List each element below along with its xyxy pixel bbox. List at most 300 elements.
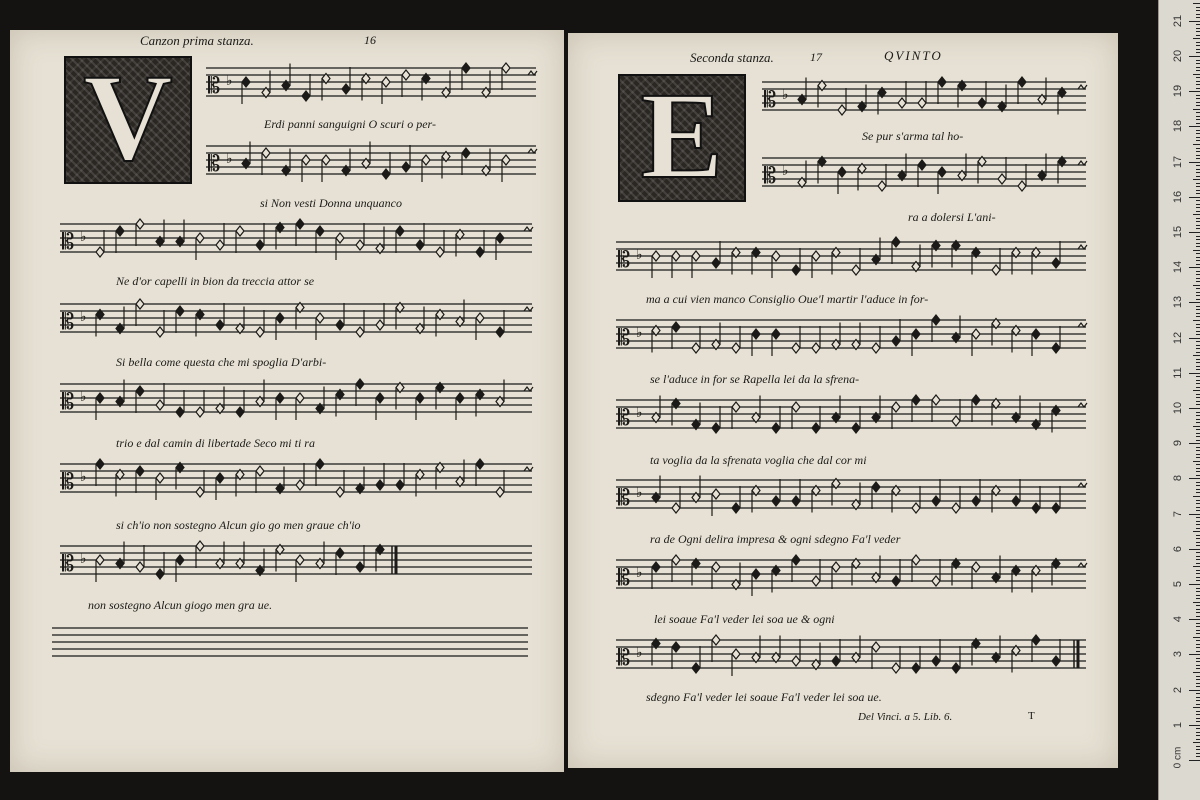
ruler-tick xyxy=(1196,225,1200,226)
ruler-tick xyxy=(1189,584,1200,585)
measuring-ruler xyxy=(1158,0,1200,800)
note-head xyxy=(772,251,780,261)
ruler-tick xyxy=(1189,232,1200,233)
music-staff xyxy=(616,314,1086,364)
ruler-tick xyxy=(1196,616,1200,617)
note-head xyxy=(712,562,720,572)
note-head xyxy=(852,423,860,433)
ruler-tick xyxy=(1196,278,1200,279)
ruler-tick xyxy=(1196,63,1200,64)
lyric-line: ta voglia da la sfrenata voglia che dal cor mi xyxy=(650,453,867,467)
ruler-tick xyxy=(1196,412,1200,413)
ruler-tick xyxy=(1196,95,1200,96)
note-head xyxy=(1052,503,1060,513)
flat-sign: ♭ xyxy=(636,645,643,661)
ruler-tick xyxy=(1196,31,1200,32)
clef-symbol: 𝄡 xyxy=(208,74,221,99)
ruler-tick xyxy=(1196,507,1200,508)
ruler-tick xyxy=(1196,207,1200,208)
note-head xyxy=(992,265,1000,275)
note-head xyxy=(136,386,144,396)
ruler-tick xyxy=(1193,355,1200,356)
ruler-tick xyxy=(1193,3,1200,4)
ruler-tick xyxy=(1196,334,1200,335)
ruler-tick xyxy=(1193,179,1200,180)
custos-mark xyxy=(1078,323,1087,327)
ruler-tick xyxy=(1196,60,1200,61)
ruler-tick xyxy=(1196,676,1200,677)
right-page-number: 17 xyxy=(810,50,822,64)
note-head xyxy=(356,327,364,337)
note-head xyxy=(692,251,700,261)
note-head xyxy=(892,576,900,586)
ruler-tick xyxy=(1196,450,1200,451)
ruler-tick xyxy=(1196,341,1200,342)
ruler-tick xyxy=(1196,464,1200,465)
note-head xyxy=(792,265,800,275)
ruler-tick xyxy=(1196,588,1200,589)
ruler-tick xyxy=(1196,686,1200,687)
note-head xyxy=(276,313,284,323)
ruler-tick xyxy=(1196,500,1200,501)
note-head xyxy=(852,265,860,275)
lyric-line: lei soaue Fa'l veder lei soa ue & ogni xyxy=(654,612,835,626)
ruler-tick xyxy=(1196,440,1200,441)
note-head xyxy=(772,496,780,506)
ruler-tick xyxy=(1196,309,1200,310)
ruler-tick xyxy=(1196,753,1200,754)
music-staff xyxy=(762,76,1086,126)
note-head xyxy=(216,473,224,483)
ruler-tick xyxy=(1196,640,1200,641)
ruler-tick xyxy=(1196,517,1200,518)
ruler-tick xyxy=(1196,749,1200,750)
note-head xyxy=(296,555,304,565)
note-head xyxy=(376,480,384,490)
ruler-tick xyxy=(1196,679,1200,680)
ruler-tick xyxy=(1196,35,1200,36)
custos-mark xyxy=(1078,483,1087,487)
ruler-tick xyxy=(1196,102,1200,103)
note-head xyxy=(652,251,660,261)
ruler-tick xyxy=(1196,204,1200,205)
left-page-header: Canzon prima stanza. xyxy=(140,33,254,48)
ruler-tick xyxy=(1196,651,1200,652)
ruler-tick xyxy=(1196,658,1200,659)
ruler-tick xyxy=(1196,732,1200,733)
note-head xyxy=(436,247,444,257)
ruler-tick xyxy=(1196,288,1200,289)
clef-symbol: 𝄡 xyxy=(618,406,631,431)
ruler-tick xyxy=(1196,264,1200,265)
custos-mark xyxy=(528,149,537,153)
ruler-tick xyxy=(1196,49,1200,50)
music-staff xyxy=(60,218,532,268)
ruler-number: 1 xyxy=(1172,721,1184,728)
ruler-tick xyxy=(1196,119,1200,120)
lyric-line: Si bella come questa che mi spoglia D'arbi- xyxy=(116,355,327,369)
ruler-tick xyxy=(1196,524,1200,525)
ruler-tick xyxy=(1196,28,1200,29)
note-head xyxy=(276,393,284,403)
note-head xyxy=(712,258,720,268)
note-head xyxy=(792,343,800,353)
note-head xyxy=(156,473,164,483)
custos-mark xyxy=(524,387,533,391)
ruler-tick xyxy=(1193,637,1200,638)
note-head xyxy=(382,77,390,87)
ruler-tick xyxy=(1196,148,1200,149)
voice-part-label: QVINTO xyxy=(884,48,943,63)
ruler-tick xyxy=(1196,116,1200,117)
note-head xyxy=(672,642,680,652)
ruler-tick xyxy=(1193,390,1200,391)
ruler-tick xyxy=(1196,260,1200,261)
ruler-tick xyxy=(1196,556,1200,557)
ruler-tick xyxy=(1196,397,1200,398)
ruler-tick xyxy=(1193,38,1200,39)
flat-sign: ♭ xyxy=(782,163,789,179)
note-head xyxy=(692,343,700,353)
note-head xyxy=(972,562,980,572)
ruler-tick xyxy=(1196,683,1200,684)
note-head xyxy=(832,656,840,666)
ruler-tick xyxy=(1196,45,1200,46)
note-head xyxy=(1032,503,1040,513)
lyric-line: trio e dal camin di libertade Seco mi ti ra xyxy=(116,436,315,450)
ruler-number: 5 xyxy=(1172,580,1184,588)
ruler-number: 12 xyxy=(1172,331,1184,344)
ruler-tick xyxy=(1196,598,1200,599)
flat-sign: ♭ xyxy=(80,229,87,245)
note-head xyxy=(356,379,364,389)
note-head xyxy=(1032,635,1040,645)
ruler-tick xyxy=(1196,172,1200,173)
ruler-tick xyxy=(1196,211,1200,212)
ruler-tick xyxy=(1189,690,1200,691)
ruler-tick xyxy=(1189,302,1200,303)
ruler-tick xyxy=(1193,742,1200,743)
music-staff xyxy=(616,474,1086,524)
lyric-line: si ch'io non sostegno Alcun gio go men graue ch'io xyxy=(116,518,361,532)
note-head xyxy=(838,167,846,177)
ruler-tick xyxy=(1196,169,1200,170)
ruler-tick xyxy=(1196,436,1200,437)
ruler-tick xyxy=(1196,123,1200,124)
ruler-tick xyxy=(1196,559,1200,560)
note-head xyxy=(732,503,740,513)
ruler-tick xyxy=(1193,144,1200,145)
ruler-tick xyxy=(1196,200,1200,201)
flat-sign: ♭ xyxy=(80,551,87,567)
ruler-tick xyxy=(1196,193,1200,194)
flat-sign: ♭ xyxy=(636,247,643,263)
clef-symbol: 𝄡 xyxy=(62,390,75,415)
lyric-line: Ne d'or capelli in bion da treccia attor se xyxy=(116,274,315,288)
flat-sign: ♭ xyxy=(80,469,87,485)
ruler-tick xyxy=(1196,221,1200,222)
ruler-tick xyxy=(1196,52,1200,53)
music-staff xyxy=(616,634,1086,684)
custos-mark xyxy=(1078,161,1087,165)
note-head xyxy=(832,562,840,572)
lyric-line: ra de Ogni delira impresa & ogni sdegno Fa'l veder xyxy=(650,532,901,546)
ruler-tick xyxy=(1196,644,1200,645)
note-head xyxy=(296,219,304,229)
custos-mark xyxy=(524,467,533,471)
note-head xyxy=(892,336,900,346)
lyric-line: ma a cui vien manco Consiglio Oue'l martir l'aduce in for- xyxy=(646,292,929,306)
note-head xyxy=(502,63,510,73)
note-head xyxy=(892,402,900,412)
note-head xyxy=(952,503,960,513)
ruler-tick xyxy=(1196,306,1200,307)
ruler-tick xyxy=(1196,271,1200,272)
ruler-tick xyxy=(1196,489,1200,490)
ruler-tick xyxy=(1196,362,1200,363)
note-head xyxy=(236,407,244,417)
note-head xyxy=(496,487,504,497)
note-head xyxy=(878,181,886,191)
lyric-line: non sostegno Alcun giogo men gra ue. xyxy=(88,598,273,612)
ruler-tick xyxy=(1196,327,1200,328)
ruler-tick xyxy=(1189,514,1200,515)
note-head xyxy=(356,240,364,250)
ruler-tick xyxy=(1196,151,1200,152)
ruler-tick xyxy=(1189,162,1200,163)
note-head xyxy=(256,327,264,337)
ruler-tick xyxy=(1196,14,1200,15)
note-head xyxy=(296,393,304,403)
note-head xyxy=(978,98,986,108)
note-head xyxy=(242,77,250,87)
note-head xyxy=(938,167,946,177)
ruler-tick xyxy=(1196,401,1200,402)
note-head xyxy=(752,329,760,339)
ruler-tick xyxy=(1196,158,1200,159)
ruler-tick xyxy=(1196,447,1200,448)
ruler-tick xyxy=(1196,415,1200,416)
note-head xyxy=(136,466,144,476)
note-head xyxy=(1052,343,1060,353)
ruler-tick xyxy=(1196,718,1200,719)
note-head xyxy=(216,320,224,330)
ruler-tick xyxy=(1196,714,1200,715)
note-head xyxy=(912,329,920,339)
note-head xyxy=(336,233,344,243)
note-head xyxy=(402,70,410,80)
note-head xyxy=(672,503,680,513)
ruler-tick xyxy=(1193,426,1200,427)
music-staff xyxy=(762,152,1086,202)
page-footer: Del Vinci. a 5. Lib. 6. xyxy=(858,711,953,723)
ruler-tick xyxy=(1196,387,1200,388)
ruler-tick xyxy=(1196,485,1200,486)
note-head xyxy=(712,423,720,433)
ruler-tick xyxy=(1196,295,1200,296)
ruler-tick xyxy=(1196,228,1200,229)
ruler-tick xyxy=(1196,88,1200,89)
ruler-tick xyxy=(1196,348,1200,349)
note-head xyxy=(812,576,820,586)
ruler-tick xyxy=(1196,380,1200,381)
ruler-tick xyxy=(1196,345,1200,346)
ruler-tick xyxy=(1189,373,1200,374)
note-head xyxy=(898,98,906,108)
ruler-tick xyxy=(1196,697,1200,698)
music-staff xyxy=(616,236,1086,286)
note-head xyxy=(196,487,204,497)
ruler-tick xyxy=(1196,570,1200,571)
note-head xyxy=(96,555,104,565)
ruler-tick xyxy=(1196,630,1200,631)
ruler-tick xyxy=(1196,133,1200,134)
note-head xyxy=(502,155,510,165)
ruler-tick xyxy=(1196,313,1200,314)
note-head xyxy=(322,155,330,165)
ruler-tick xyxy=(1189,267,1200,268)
note-head xyxy=(752,569,760,579)
note-head xyxy=(972,329,980,339)
note-head xyxy=(422,155,430,165)
note-head xyxy=(932,496,940,506)
note-head xyxy=(256,240,264,250)
ruler-tick xyxy=(1196,626,1200,627)
ruler-tick xyxy=(1196,704,1200,705)
ruler-tick xyxy=(1196,563,1200,564)
music-staff xyxy=(206,62,536,112)
ruler-number: 21 xyxy=(1172,14,1184,27)
ruler-tick xyxy=(1193,531,1200,532)
ruler-tick xyxy=(1196,422,1200,423)
ruler-tick xyxy=(1196,756,1200,757)
note-head xyxy=(496,327,504,337)
note-head xyxy=(462,148,470,158)
ruler-tick xyxy=(1196,359,1200,360)
flat-sign: ♭ xyxy=(782,87,789,103)
note-head xyxy=(116,226,124,236)
note-head xyxy=(316,226,324,236)
ruler-tick xyxy=(1193,285,1200,286)
ruler-tick xyxy=(1196,739,1200,740)
ruler-tick xyxy=(1196,243,1200,244)
note-head xyxy=(476,313,484,323)
note-head xyxy=(136,219,144,229)
empty-staff xyxy=(52,622,528,672)
ruler-tick xyxy=(1196,316,1200,317)
ruler-tick xyxy=(1196,81,1200,82)
lyric-line: Erdi panni sanguigni O scuri o per- xyxy=(264,117,436,131)
ruler-tick xyxy=(1196,183,1200,184)
ruler-tick xyxy=(1193,109,1200,110)
ruler-tick xyxy=(1196,633,1200,634)
ruler-tick xyxy=(1196,112,1200,113)
ruler-tick xyxy=(1196,623,1200,624)
ruler-tick xyxy=(1196,376,1200,377)
ruler-tick xyxy=(1193,250,1200,251)
ruler-tick xyxy=(1196,545,1200,546)
note-head xyxy=(96,393,104,403)
note-head xyxy=(1012,496,1020,506)
ruler-tick xyxy=(1196,528,1200,529)
note-head xyxy=(792,555,800,565)
ruler-tick xyxy=(1189,91,1200,92)
ruler-tick xyxy=(1196,246,1200,247)
note-head xyxy=(692,663,700,673)
note-head xyxy=(236,226,244,236)
note-head xyxy=(938,77,946,87)
clef-symbol: 𝄡 xyxy=(618,248,631,273)
note-head xyxy=(932,315,940,325)
music-staff xyxy=(206,140,536,190)
flat-sign: ♭ xyxy=(636,565,643,581)
note-head xyxy=(336,548,344,558)
note-head xyxy=(316,459,324,469)
note-head xyxy=(732,649,740,659)
ruler-tick xyxy=(1189,197,1200,198)
custos-mark xyxy=(524,307,533,311)
ruler-number: 10 xyxy=(1172,401,1184,415)
ruler-tick xyxy=(1189,619,1200,620)
clef-symbol: 𝄡 xyxy=(62,552,75,577)
ruler-number: 18 xyxy=(1172,120,1184,133)
custos-mark xyxy=(1078,245,1087,249)
clef-symbol: 𝄡 xyxy=(618,486,631,511)
note-head xyxy=(892,663,900,673)
clef-symbol: 𝄡 xyxy=(62,470,75,495)
ruler-tick xyxy=(1196,573,1200,574)
note-head xyxy=(396,480,404,490)
note-head xyxy=(456,393,464,403)
ruler-unit-label: 0 cm xyxy=(1172,746,1184,769)
note-head xyxy=(196,233,204,243)
note-head xyxy=(382,169,390,179)
ruler-tick xyxy=(1193,320,1200,321)
note-head xyxy=(812,343,820,353)
note-head xyxy=(476,459,484,469)
note-head xyxy=(336,320,344,330)
ruler-tick xyxy=(1196,468,1200,469)
ruler-tick xyxy=(1193,566,1200,567)
flat-sign: ♭ xyxy=(226,151,233,167)
ruler-tick xyxy=(1189,549,1200,550)
note-head xyxy=(812,423,820,433)
ruler-tick xyxy=(1189,338,1200,339)
note-head xyxy=(732,402,740,412)
note-head xyxy=(176,407,184,417)
ruler-tick xyxy=(1196,475,1200,476)
ruler-tick xyxy=(1196,711,1200,712)
ruler-tick xyxy=(1196,130,1200,131)
ruler-tick xyxy=(1196,535,1200,536)
lyric-line: si Non vesti Donna unquanco xyxy=(260,196,402,210)
ruler-tick xyxy=(1196,352,1200,353)
note-head xyxy=(416,240,424,250)
flat-sign: ♭ xyxy=(636,485,643,501)
ruler-tick xyxy=(1193,496,1200,497)
ruler-tick xyxy=(1196,105,1200,106)
music-staff xyxy=(60,378,532,428)
ruler-tick xyxy=(1196,580,1200,581)
clef-symbol: 𝄡 xyxy=(618,566,631,591)
note-head xyxy=(972,496,980,506)
ruler-tick xyxy=(1196,369,1200,370)
ruler-tick xyxy=(1196,42,1200,43)
note-head xyxy=(216,240,224,250)
note-head xyxy=(1032,329,1040,339)
music-staff xyxy=(60,298,532,348)
ruler-tick xyxy=(1196,77,1200,78)
